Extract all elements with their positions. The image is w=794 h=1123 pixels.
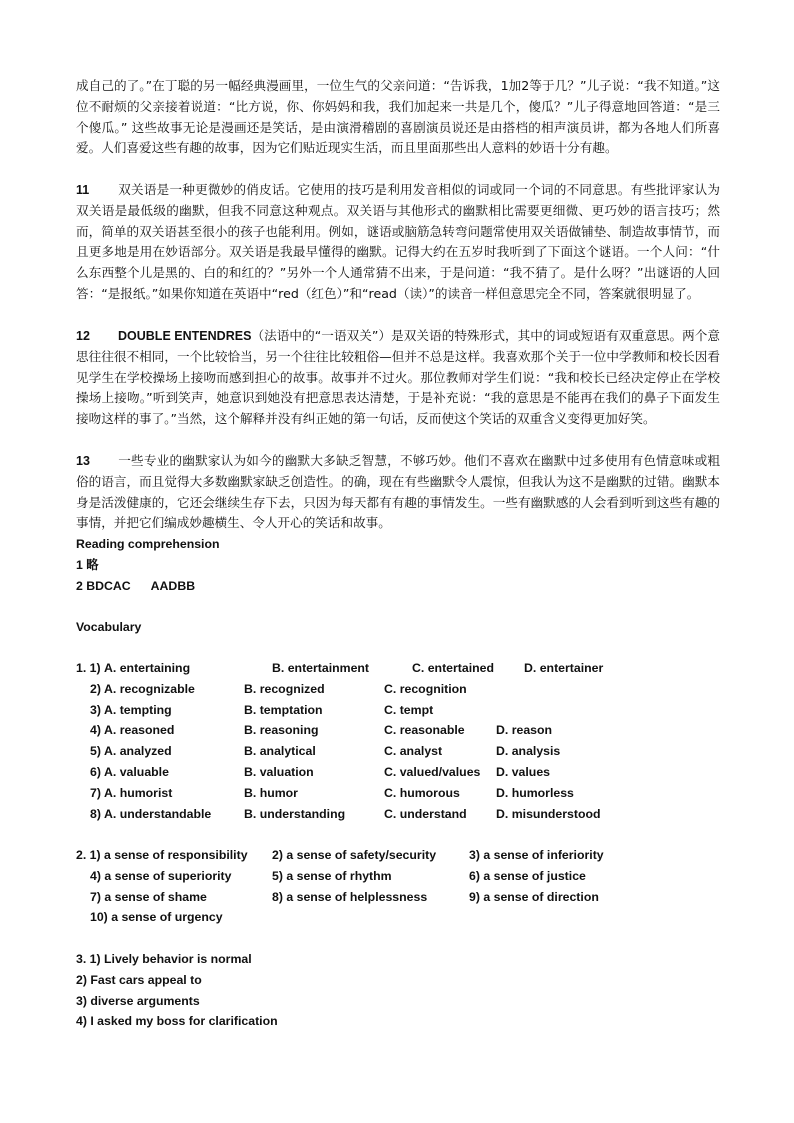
sense-answer: 8) a sense of helplessness [272,889,428,904]
sense-answer: 10) a sense of urgency [90,910,223,925]
phrase-answer: 2) Fast cars appeal to [76,972,202,987]
heading-vocabulary: Vocabulary [76,620,142,634]
option-d: D. entertainer [524,661,604,675]
option-c: C. tempt [384,702,434,717]
sense-answer: 5) a sense of rhythm [272,868,392,883]
option-b: B. analytical [244,744,316,759]
answer-1: 1 略 [76,558,99,572]
paragraph-number: 11 [76,183,90,197]
option-b: B. reasoning [244,723,319,738]
paragraph-number: 12 [76,329,90,343]
option-d: D. misunderstood [496,806,601,821]
item-number: 7) [90,785,101,800]
option-c: C. entertained [412,661,494,675]
option-c: C. valued/values [384,765,481,779]
term-double-entendres: DOUBLE ENTENDRES [118,329,252,343]
option-a: A. understandable [104,806,212,821]
item-number: 6) [90,765,101,779]
option-a: A. tempting [104,702,172,717]
option-d: D. reason [496,723,553,738]
sense-answer: 9) a sense of direction [469,889,599,904]
item-number: 1. 1) [76,661,101,675]
item-number: 2) [90,681,101,696]
sense-answer: 6) a sense of justice [469,868,586,883]
phrase-answer: 3) diverse arguments [76,993,200,1008]
option-a: A. entertaining [104,661,191,675]
option-c: C. recognition [384,681,467,696]
sense-answer: 4) a sense of superiority [90,868,232,883]
option-d: D. humorless [496,785,574,800]
option-a: A. analyzed [104,744,172,759]
option-b: B. understanding [244,806,346,821]
paragraph-number: 13 [76,454,90,468]
option-c: C. understand [384,806,467,821]
option-a: A. reasoned [104,723,175,738]
item-number: 8) [90,806,101,821]
paragraph-11: 11 双关语是一种更微妙的俏皮话。它使用的技巧是利用发音相似的词或同一个词的不同意思。有些批评家认为双关语是最低级的幽默，但我不同意这种观点。双关语与其他形式的幽默相比需要更细微、更巧妙的语言技巧；然而，简单的双关语甚至很小的孩子也能利用。例如，谜语或脑筋急转弯问题常使用双关语做铺垫、制造故事情节，而且更多地是用在妙语部分。双关语是我最早懂得的幽默。记得大约在五岁时我听到了下面这个谜语。一个人问：“什么东西整个儿是黑的、白的和红的？”另外一个人通常猜不出来，于是问道：“我不猜了。是什么呀？”出谜语的人回答：“是报纸。”如果你知道在英语中“red（红色）”和“read（读）”的读音一样但意思完全不同，答案就很明显了。 [76,182,720,301]
paragraph-12: 12 DOUBLE ENTENDRES（法语中的“一语双关”）是双关语的特殊形式，其中的词或短语有双重意思。两个意思往往很不相同，一个比较恰当，另一个往往比较粗俗—但并不总是这样。我喜欢那个关于一位中学教师和校长因看见学生在学校操场上接吻而感到担心的故事。故事并不过火。那位教师对学生们说：“我和校长已经决定停止在学校操场上接吻。”听到笑声，她意识到她没有把意思表达清楚，于是补充说：“我的意思是不能再在我们的鼻子下面发生接吻这样的事了。”当然，这个解释并没有纠正她的第一句话，反而使这个笑话的双重含义变得更加好笑。 [76,328,720,427]
heading-reading-comprehension: Reading comprehension [76,537,220,551]
option-c: C. reasonable [384,723,465,738]
sense-answer: 2) a sense of safety/security [272,848,437,862]
item-number: 5) [90,744,101,759]
option-d: D. values [496,765,550,779]
option-b: B. temptation [244,702,323,717]
option-c: C. analyst [384,744,443,759]
option-d: D. analysis [496,744,561,759]
phrase-answer: 4) I asked my boss for clarification [76,1014,278,1029]
option-b: B. valuation [244,765,314,779]
sense-answer: 7) a sense of shame [90,889,207,904]
sense-answer: 2. 1) a sense of responsibility [76,848,248,862]
paragraph-13: 13 一些专业的幽默家认为如今的幽默大多缺乏智慧，不够巧妙。他们不喜欢在幽默中过多使用有色情意味或粗俗的语言，而且觉得大多数幽默家缺乏创造性。的确，现在有些幽默令人震惊，但我认为这不是幽默的过错。幽默本身是活泼健康的，它还会继续生存下去，只因为每天都有有趣的事情发生。一些有幽默感的人会看到听到这些有趣的事情，并把它们编成妙趣横生、令人开心的笑话和故事。 [76,453,720,531]
option-a: A. humorist [104,785,173,800]
option-b: B. recognized [244,681,325,696]
sense-answer: 3) a sense of inferiority [469,848,604,862]
phrase-answer: 3. 1) Lively behavior is normal [76,952,252,966]
option-a: A. recognizable [104,681,195,696]
answer-2: 2 BDCAC AADBB [76,579,196,593]
option-b: B. entertainment [272,661,370,675]
option-a: A. valuable [104,765,169,779]
option-b: B. humor [244,785,298,800]
paragraph-intro: 成自己的了。”在丁聪的另一幅经典漫画里，一位生气的父亲问道：“告诉我，1加2等于几？”儿子说：“我不知道。”这位不耐烦的父亲接着说道：“比方说，你、你妈妈和我，我们加起来一共是几个，傻瓜？”儿子得意地回答道：“是三个傻瓜。” 这些故事无论是漫画还是笑话，是由演滑稽剧的喜剧演员说还是由搭档的相声演员讲，都为各地人们所喜爱。人们喜爱这些有趣的故事，因为它们贴近现实生活，而且里面那些出人意料的妙语十分有趣。 [76,78,720,156]
item-number: 3) [90,702,101,717]
option-c: C. humorous [384,785,460,800]
item-number: 4) [90,723,101,738]
